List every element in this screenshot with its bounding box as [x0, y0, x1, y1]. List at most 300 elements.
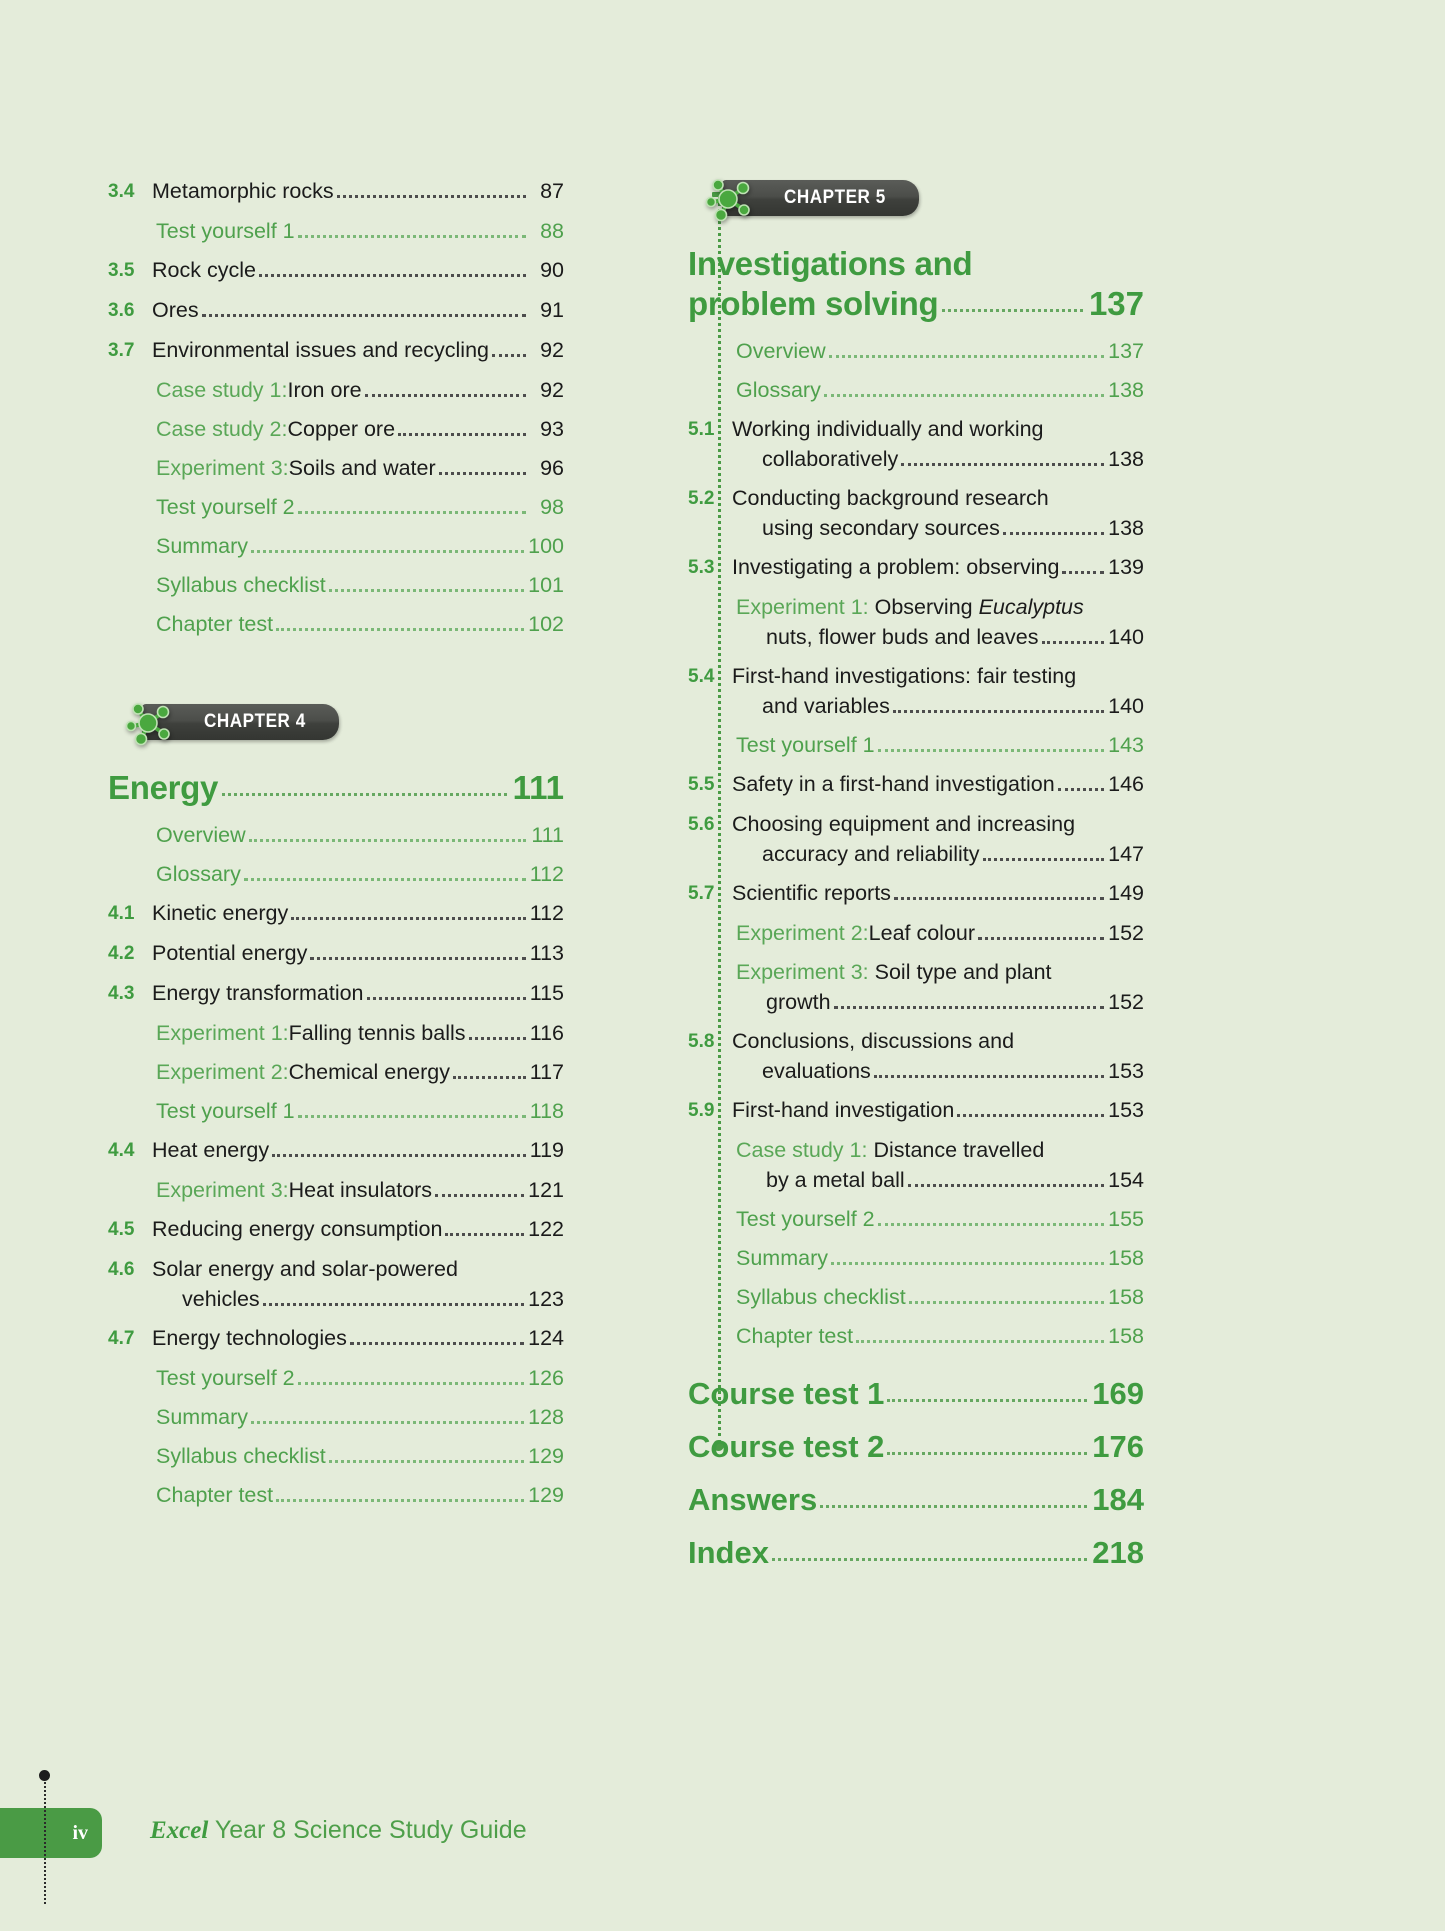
back-matter-list [688, 1375, 1144, 1572]
chapter4-title: Energy [108, 769, 219, 806]
toc-entry-textwrap [732, 552, 1144, 582]
toc-entry-body [152, 176, 564, 206]
toc-entry-text: vehicles [182, 1287, 260, 1311]
toc-page-number: 88 [540, 219, 564, 243]
toc-entry-prefix: Case study 1: [156, 378, 288, 402]
toc-entry-label: Kinetic energy [152, 901, 289, 925]
toc-entry-line1: First-hand investigations: fair testing [732, 664, 1077, 688]
back-matter-label: Index [688, 1535, 769, 1570]
toc-entry-body [152, 1402, 564, 1432]
toc-page-number: 158 [1108, 1285, 1144, 1309]
toc-entry-textwrap [152, 295, 564, 325]
toc-entry-body [152, 531, 564, 561]
chapter5-title-block [688, 244, 1144, 324]
dot-leader [202, 314, 526, 317]
toc-entry-body [152, 1363, 564, 1393]
toc-page-number: 115 [529, 981, 564, 1005]
toc-entry[interactable] [108, 570, 564, 600]
toc-page-number: 158 [1108, 1246, 1144, 1270]
toc-entry-body [152, 1096, 564, 1126]
toc-page-number: 90 [540, 258, 564, 282]
toc-entry-textwrap [152, 176, 564, 206]
toc-page-number: 93 [540, 417, 564, 441]
toc-page-number: 113 [529, 941, 564, 965]
toc-entry[interactable] [688, 375, 1144, 405]
toc-page-number: 137 [1108, 339, 1144, 363]
toc-entry-body [152, 898, 564, 928]
toc-page-number: 139 [1108, 555, 1144, 579]
toc-page-number: 128 [528, 1405, 564, 1429]
back-matter-label: Course test 2 [688, 1429, 885, 1464]
toc-section-number: 5.6 [688, 814, 715, 835]
toc-page-number: 126 [528, 1366, 564, 1390]
toc-entry-line2 [732, 691, 1144, 721]
toc-entry-textwrap [736, 1243, 1144, 1273]
back-matter-entry[interactable] [688, 1481, 1144, 1519]
toc-page-number: 123 [528, 1287, 564, 1311]
toc-entry[interactable] [108, 176, 564, 207]
toc-entry-textwrap [156, 1363, 564, 1393]
dot-leader [350, 1342, 524, 1345]
chapter4-spacer [108, 648, 564, 700]
toc-entry-textwrap [736, 1204, 1144, 1234]
toc-section-number: 5.7 [688, 883, 715, 904]
toc-right-column [688, 176, 1144, 1587]
toc-entry-line2 [736, 622, 1144, 652]
toc-section-number: 3.5 [108, 260, 135, 281]
toc-entry-line2 [732, 1056, 1144, 1086]
chapter5-title-row2 [688, 284, 1144, 324]
toc-entry[interactable] [108, 1323, 564, 1354]
toc-entry-body [732, 1243, 1144, 1273]
toc-entry[interactable] [108, 492, 564, 522]
toc-entry-wrapped [732, 809, 1144, 869]
toc-entry-body [732, 1135, 1144, 1195]
toc-entry[interactable] [108, 335, 564, 366]
toc-entry[interactable] [688, 483, 1144, 543]
toc-entry-label: Potential energy [152, 941, 308, 965]
toc-entry[interactable] [108, 1214, 564, 1245]
toc-entry-textwrap [156, 1018, 564, 1048]
toc-entry[interactable] [688, 592, 1144, 652]
dot-leader [251, 550, 524, 553]
dot-leader [276, 628, 524, 631]
toc-section-number: 3.4 [108, 181, 135, 202]
dot-leader [834, 1006, 1105, 1009]
chapter5-badge-label: CHAPTER 5 [784, 187, 886, 208]
footer-title-text: Year 8 Science Study Guide [208, 1816, 527, 1844]
toc-entry[interactable] [108, 1096, 564, 1126]
dot-leader [492, 354, 526, 357]
toc-entry-body [152, 216, 564, 246]
toc-entry-label: Metamorphic rocks [152, 179, 334, 203]
toc-page-number: 101 [528, 573, 564, 597]
toc-entry-text: Observing [868, 595, 979, 619]
toc-entry[interactable] [108, 609, 564, 639]
chapter4-title-row [108, 768, 564, 808]
toc-entry[interactable] [108, 255, 564, 286]
toc-entry[interactable] [108, 938, 564, 969]
toc-entry-line1 [736, 1135, 1144, 1165]
dot-leader [453, 1076, 526, 1079]
toc-entry-textwrap [152, 898, 564, 928]
toc-entry-label: Test yourself 2 [736, 1207, 875, 1231]
dot-leader [272, 1154, 526, 1157]
toc-entry-text: using secondary sources [762, 516, 1000, 540]
toc-entry-textwrap [156, 1175, 564, 1205]
toc-entry-prefix: Experiment 3: [156, 1178, 289, 1202]
toc-page-number: 129 [528, 1483, 564, 1507]
toc-entry-textwrap [156, 1480, 564, 1510]
toc-entry-textwrap [156, 570, 564, 600]
toc-entry-textwrap [152, 978, 564, 1008]
toc-entry-textwrap [156, 1096, 564, 1126]
toc-entry[interactable] [108, 978, 564, 1009]
toc-page-number: 153 [1108, 1098, 1144, 1122]
toc-entry-text: accuracy and reliability [762, 842, 980, 866]
dot-leader [983, 858, 1105, 861]
folio-tab [0, 1808, 102, 1858]
chapter4-page: 111 [512, 769, 564, 806]
toc-entry[interactable] [108, 531, 564, 561]
toc-entry-label: Syllabus checklist [736, 1285, 906, 1309]
folio-number: iv [72, 1821, 88, 1844]
toc-entry[interactable] [688, 1204, 1144, 1234]
dot-leader [1058, 788, 1104, 791]
toc-entry-label: Syllabus checklist [156, 573, 326, 597]
toc-entry-prefix: Experiment 1: [156, 1021, 289, 1045]
toc-entry-text: growth [766, 990, 831, 1014]
toc-page-number: 96 [540, 456, 564, 480]
toc-entry[interactable] [108, 1135, 564, 1166]
toc-entry-text: nuts, flower buds and leaves [766, 625, 1039, 649]
toc-entry-label: Overview [736, 339, 826, 363]
toc-section-number: 4.3 [108, 983, 135, 1004]
toc-entry-label: Energy transformation [152, 981, 364, 1005]
toc-entry[interactable] [108, 1018, 564, 1048]
toc-entry-textwrap [156, 216, 564, 246]
toc-page-number: 92 [540, 338, 564, 362]
dot-leader [829, 355, 1105, 358]
toc-entry-line1: Working individually and working [732, 417, 1044, 441]
toc-entry-label: Scientific reports [732, 881, 891, 905]
toc-entry-body [152, 570, 564, 600]
toc-entry-body [152, 1441, 564, 1471]
toc-entry-body [152, 414, 564, 444]
toc-entry-line1: Conducting background research [732, 486, 1049, 510]
toc-entry-label: Falling tennis balls [288, 1021, 466, 1045]
dot-leader [298, 511, 526, 514]
dot-leader [298, 1115, 526, 1118]
page-footer [0, 1808, 1445, 1872]
toc-entry-body [152, 609, 564, 639]
dot-leader [445, 1233, 524, 1236]
toc-entry-body [732, 1026, 1144, 1086]
toc-section-number: 4.1 [108, 903, 135, 924]
toc-entry-label: Energy technologies [152, 1326, 347, 1350]
toc-page-number: 92 [540, 378, 564, 402]
toc-page-number: 140 [1108, 694, 1144, 718]
chapter5-page: 137 [1088, 285, 1144, 322]
toc-page-number: 143 [1108, 733, 1144, 757]
dot-leader [909, 1301, 1104, 1304]
toc-entry-label: Glossary [736, 378, 821, 402]
toc-entry-body [732, 769, 1144, 799]
back-matter-entry[interactable] [688, 1534, 1144, 1572]
toc-entry-text: Soil type and plant [868, 960, 1052, 984]
dot-leader [887, 1399, 1087, 1402]
toc-entry-body [152, 978, 564, 1008]
chapter3-continued-list [108, 176, 564, 639]
dot-leader [337, 195, 526, 198]
dot-leader [291, 917, 525, 920]
toc-entry-body [732, 1282, 1144, 1312]
toc-entry-label: Test yourself 1 [736, 733, 875, 757]
toc-entry[interactable] [108, 1441, 564, 1471]
toc-left-column [108, 176, 564, 1587]
toc-entry[interactable] [688, 1026, 1144, 1086]
footer-book-title [150, 1816, 527, 1845]
toc-entry-wrapped [732, 1026, 1144, 1086]
toc-entry-wrapped [732, 414, 1144, 474]
toc-page-number: 154 [1108, 1168, 1144, 1192]
toc-entry-textwrap [736, 918, 1144, 948]
dot-leader [263, 1303, 524, 1306]
toc-entry-line1 [736, 592, 1144, 622]
toc-entry-body [152, 1057, 564, 1087]
toc-entry-body [732, 592, 1144, 652]
dot-leader [878, 1223, 1105, 1226]
toc-page-number: 121 [528, 1178, 564, 1202]
toc-entry[interactable] [108, 1254, 564, 1314]
toc-entry[interactable] [108, 216, 564, 246]
toc-entry-body [732, 918, 1144, 948]
toc-entry[interactable] [688, 730, 1144, 760]
toc-entry[interactable] [108, 453, 564, 483]
toc-entry[interactable] [108, 414, 564, 444]
toc-entry-body [732, 878, 1144, 908]
toc-page-number: 91 [540, 298, 564, 322]
toc-page-number: 158 [1108, 1324, 1144, 1348]
toc-section-number: 3.7 [108, 340, 135, 361]
toc-entry-body [152, 255, 564, 285]
toc-entry-textwrap [156, 492, 564, 522]
toc-section-number: 4.4 [108, 1140, 135, 1161]
toc-entry-textwrap [152, 1323, 564, 1353]
dot-leader [365, 394, 526, 397]
toc-entry-body [732, 730, 1144, 760]
dot-leader [874, 1075, 1104, 1078]
toc-entry-textwrap [156, 609, 564, 639]
toc-entry-wrapped [732, 483, 1144, 543]
back-matter-entry[interactable] [688, 1428, 1144, 1466]
chapter5-list [688, 336, 1144, 1351]
toc-entry[interactable] [688, 661, 1144, 721]
toc-entry-text: Distance travelled [867, 1138, 1045, 1162]
toc-page-number: 111 [531, 823, 564, 847]
toc-entry-body [152, 335, 564, 365]
toc-entry-italic-term: Eucalyptus [978, 595, 1084, 619]
toc-entry[interactable] [108, 859, 564, 889]
dot-leader [1003, 532, 1104, 535]
back-matter-page-number: 169 [1092, 1376, 1144, 1411]
toc-entry[interactable] [688, 809, 1144, 869]
dot-leader [901, 463, 1104, 466]
toc-entry[interactable] [108, 375, 564, 405]
toc-entry-body [732, 1204, 1144, 1234]
footer-brand: Excel [150, 1817, 209, 1844]
toc-entry-body [152, 1018, 564, 1048]
dot-leader [772, 1558, 1087, 1561]
toc-entry-label: Ores [152, 298, 199, 322]
toc-entry[interactable] [108, 295, 564, 326]
toc-entry[interactable] [688, 1243, 1144, 1273]
chapter5-badge [688, 176, 1144, 222]
toc-entry[interactable] [688, 1135, 1144, 1195]
toc-section-number: 5.8 [688, 1031, 715, 1052]
toc-page-number: 147 [1108, 842, 1144, 866]
dot-leader [856, 1340, 1104, 1343]
back-matter-page-number: 218 [1092, 1535, 1144, 1570]
toc-entry[interactable] [108, 1175, 564, 1205]
dot-leader [367, 997, 526, 1000]
toc-entry[interactable] [688, 1095, 1144, 1126]
toc-page-number: 129 [528, 1444, 564, 1468]
dot-leader [893, 710, 1104, 713]
dot-leader [1062, 571, 1104, 574]
toc-entry[interactable] [108, 1402, 564, 1432]
toc-entry-label: Chemical energy [288, 1060, 450, 1084]
toc-entry-line2 [736, 1165, 1144, 1195]
toc-section-number: 4.5 [108, 1219, 135, 1240]
toc-page-number: 155 [1108, 1207, 1144, 1231]
toc-entry-label: Reducing energy consumption [152, 1217, 443, 1241]
toc-page-number: 138 [1108, 378, 1144, 402]
toc-entry-textwrap [152, 335, 564, 365]
toc-entry-textwrap [732, 878, 1144, 908]
toc-entry[interactable] [108, 898, 564, 929]
dot-leader [435, 1194, 524, 1197]
toc-entry[interactable] [688, 878, 1144, 909]
chapter4-list [108, 820, 564, 1510]
toc-entry-label: Iron ore [287, 378, 362, 402]
toc-page-number: 112 [529, 862, 564, 886]
toc-entry-body [732, 336, 1144, 366]
toc-entry-body [152, 1323, 564, 1353]
toc-entry[interactable] [108, 1363, 564, 1393]
toc-entry-label: Summary [156, 1405, 248, 1429]
toc-page-number: 152 [1108, 990, 1144, 1014]
back-matter-page-number: 176 [1092, 1429, 1144, 1464]
toc-entry-label: Safety in a first-hand investigation [732, 772, 1055, 796]
toc-entry-wrapped [736, 957, 1144, 1017]
toc-entry-body [732, 552, 1144, 582]
toc-entry-wrapped [152, 1254, 564, 1314]
toc-page-number: 117 [529, 1060, 564, 1084]
dot-leader [276, 1499, 524, 1502]
toc-page-number: 112 [529, 901, 564, 925]
toc-entry-prefix: Experiment 3: [156, 456, 289, 480]
toc-entry[interactable] [688, 918, 1144, 948]
toc-entry-label: First-hand investigation [732, 1098, 955, 1122]
toc-entry-label: Syllabus checklist [156, 1444, 326, 1468]
toc-entry-prefix: Case study 1: [736, 1138, 868, 1162]
toc-entry-body [152, 375, 564, 405]
toc-entry-textwrap [152, 938, 564, 968]
toc-entry-body [732, 809, 1144, 869]
toc-entry[interactable] [688, 552, 1144, 583]
toc-entry-body [152, 1175, 564, 1205]
toc-entry-line2 [732, 444, 1144, 474]
dot-leader [831, 1262, 1104, 1265]
toc-entry-label: Test yourself 2 [156, 495, 295, 519]
chapter5-title-line2: problem solving [688, 285, 939, 322]
toc-page-number: 124 [528, 1326, 564, 1350]
toc-entry[interactable] [688, 414, 1144, 474]
toc-page-number: 98 [540, 495, 564, 519]
toc-page-number: 138 [1108, 447, 1144, 471]
dot-leader [298, 235, 526, 238]
toc-entry-prefix: Case study 2: [156, 417, 288, 441]
toc-entry-line2 [152, 1284, 564, 1314]
toc-entry-label: Heat energy [152, 1138, 270, 1162]
toc-entry-line2 [732, 513, 1144, 543]
toc-entry-body [732, 414, 1144, 474]
back-matter-entry[interactable] [688, 1375, 1144, 1413]
toc-entry-textwrap [156, 375, 564, 405]
dot-leader [329, 1460, 524, 1463]
toc-entry-label: Summary [156, 534, 248, 558]
toc-entry-prefix: Experiment 2: [736, 921, 869, 945]
toc-entry[interactable] [108, 1480, 564, 1510]
toc-entry[interactable] [688, 1282, 1144, 1312]
toc-entry-label: Chapter test [736, 1324, 854, 1348]
footer-dotted-line [44, 1774, 46, 1904]
toc-page-number: 153 [1108, 1059, 1144, 1083]
toc-entry[interactable] [108, 820, 564, 850]
toc-entry-text: and variables [762, 694, 890, 718]
toc-entry[interactable] [688, 1321, 1144, 1351]
toc-entry[interactable] [688, 336, 1144, 366]
toc-entry-label: Test yourself 1 [156, 219, 295, 243]
toc-entry[interactable] [688, 769, 1144, 800]
toc-entry-textwrap [736, 730, 1144, 760]
toc-entry[interactable] [108, 1057, 564, 1087]
toc-entry-body [152, 295, 564, 325]
chapter4-badge-label: CHAPTER 4 [204, 711, 306, 732]
dot-leader [908, 1184, 1104, 1187]
dot-leader [251, 1421, 524, 1424]
toc-entry-line2 [732, 839, 1144, 869]
chapter5-leader [942, 309, 1083, 312]
toc-page-number: 116 [529, 1021, 564, 1045]
toc-entry-body [152, 453, 564, 483]
toc-section-number: 5.9 [688, 1100, 715, 1121]
toc-entry-textwrap [156, 1057, 564, 1087]
toc-entry-textwrap [152, 255, 564, 285]
toc-entry[interactable] [688, 957, 1144, 1017]
toc-page-number: 122 [528, 1217, 564, 1241]
toc-section-number: 4.6 [108, 1259, 135, 1280]
dot-leader [398, 433, 526, 436]
toc-entry-line1: Conclusions, discussions and [732, 1029, 1015, 1053]
toc-section-number: 5.1 [688, 419, 715, 440]
toc-entry-prefix: Experiment 3: [736, 960, 869, 984]
toc-entry-textwrap [156, 531, 564, 561]
footer-dot [39, 1770, 50, 1781]
toc-entry-body [152, 938, 564, 968]
toc-entry-body [152, 492, 564, 522]
